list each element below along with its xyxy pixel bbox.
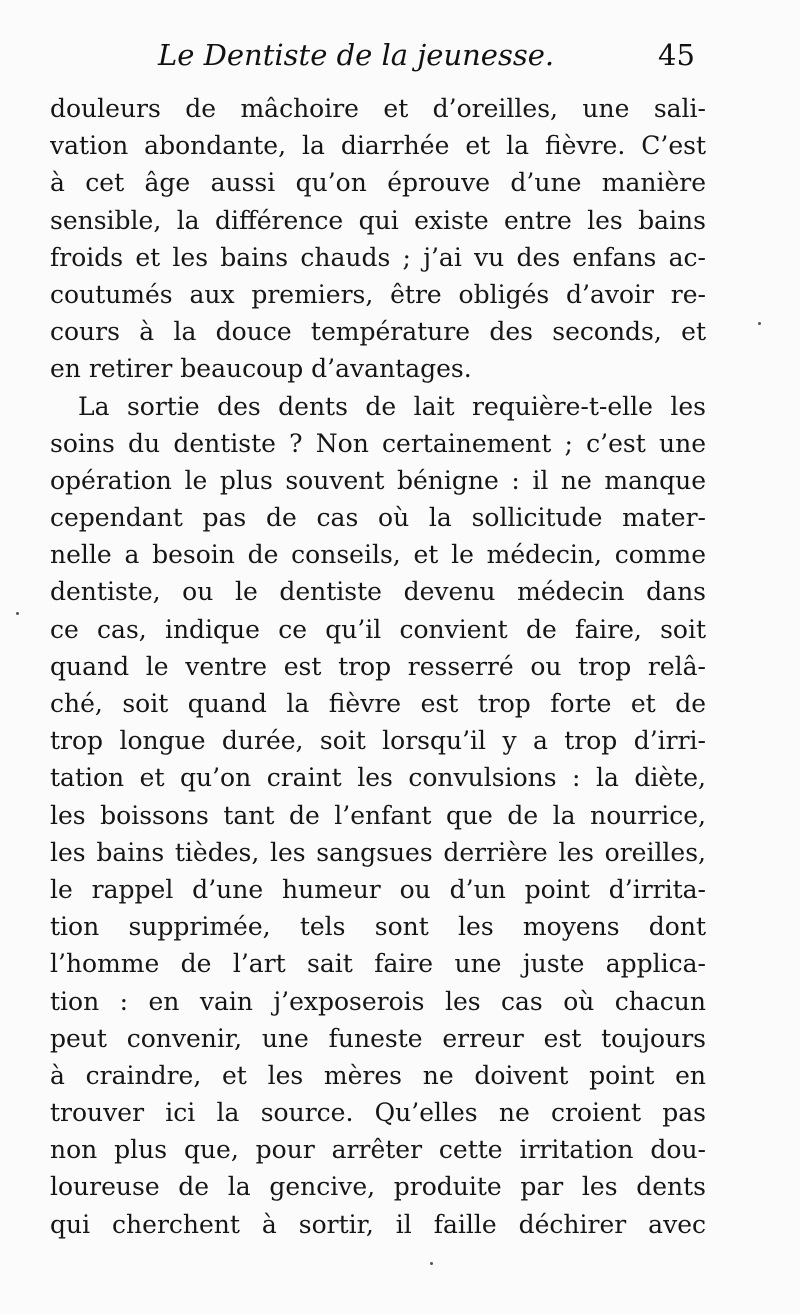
page-header [0,38,800,88]
text-line: coutumés aux premiers, être obligés d’avoir re- [50,279,706,309]
text-line: ce cas, indique ce qu’il convient de faire, soit [50,614,706,644]
body-text [50,90,706,1243]
text-line: tion supprimée, tels sont les moyens dont [50,912,706,942]
text-line: vation abondante, la diarrhée et la fièvre. C’est [50,131,706,161]
text-line: douleurs de mâchoire et d’oreilles, une sali- [50,94,706,123]
text-line: opération le plus souvent bénigne : il ne manque [50,465,706,495]
text-line: trop longue durée, soit lorsqu’il y a trop d’irri- [50,726,706,756]
text-line: en retirer beaucoup d’avantages. [50,354,472,384]
text-line: sensible, la différence qui existe entre les bains [50,205,706,235]
text-line: l’homme de l’art sait faire une juste applica- [50,949,706,979]
text-line: froids et les bains chauds ; j’ai vu des enfans ac- [50,242,706,272]
text-line: qui cherchent à sortir, il faille déchirer avec [50,1209,706,1239]
text-line: loureuse de la gencive, produite par les dents [50,1172,706,1202]
text-line: cependant pas de cas où la sollicitude mater- [50,503,706,533]
text-line: les boissons tant de l’enfant que de la nourrice, [50,800,706,830]
running-title: Le Dentiste de la jeunesse. [158,38,555,72]
page-number: 45 [658,38,695,72]
text-line: peut convenir, une funeste erreur est toujours [50,1023,706,1053]
text-line: le rappel d’une humeur ou d’un point d’irrita- [50,874,706,904]
text-line: non plus que, pour arrêter cette irritation dou- [50,1135,706,1165]
text-line: dentiste, ou le dentiste devenu médecin dans [50,577,706,607]
text-line: ché, soit quand la fièvre est trop forte et de [50,689,706,718]
paper-speck [758,322,761,325]
text-line: les bains tièdes, les sangsues derrière les oreilles, [50,837,706,867]
text-line: à cet âge aussi qu’on éprouve d’une manière [50,168,706,198]
text-line: à craindre, et les mères ne doivent point en [50,1060,706,1090]
paper-speck [430,1262,433,1265]
text-line: quand le ventre est trop resserré ou trop relâ- [50,651,706,681]
text-line: cours à la douce température des seconds, et [50,317,706,347]
paper-speck [16,612,19,615]
text-line: tion : en vain j’exposerois les cas où chacun [50,986,706,1016]
text-line: soins du dentiste ? Non certainement ; c’est une [50,428,706,458]
text-line: tation et qu’on craint les convulsions : la diète, [50,763,706,793]
text-line: trouver ici la source. Qu’elles ne croient pas [50,1098,706,1128]
paragraph-start-line: La sortie des dents de lait requière-t-elle les [78,391,706,421]
text-line: nelle a besoin de conseils, et le médecin, comme [50,540,706,570]
